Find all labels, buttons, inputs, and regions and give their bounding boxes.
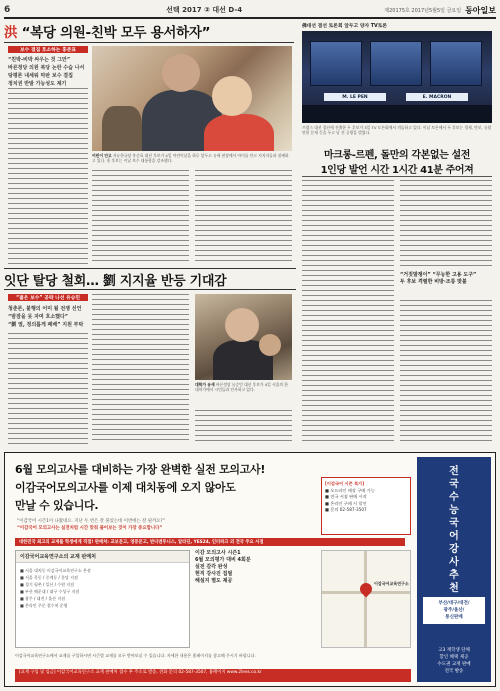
story1-headline-main: “복당 의원-친박 모두 용서하자” (21, 25, 211, 41)
caption-bold: 대학가 유세 (195, 382, 215, 387)
list-item: ■ 온라인 주문 접수처 운영 (20, 603, 68, 608)
advertisement (4, 452, 496, 687)
ad-promo-line: ■ 전국 서점 판매 시작 (325, 494, 367, 499)
ad-quote: “이감국어 시즌1이 나왔네요. 지난 두 번은 잘 풀었는데 이번에는 잘 될까요?” (17, 519, 166, 524)
ad-promo-line: ■ 오프라인 매장 구매 가능 (325, 487, 375, 493)
story1-body-col2 (92, 170, 189, 264)
side-char: 전 (449, 466, 459, 477)
caption-text: 바른정당 유승민 대선 후보가 4일 서울의 한 대학가에서 시민들과 인사하고 있다. (195, 382, 288, 392)
deck-line: “친박-비박 싸우는 것 그만” (8, 57, 71, 63)
side-char: 국 (449, 479, 459, 490)
story3-body-col3 (195, 410, 292, 444)
ad-location-map (321, 550, 411, 648)
candidate-name-tag: M. LE PEN (324, 93, 386, 101)
story1-kicker: 보수 결집 호소하는 홍준표 (8, 46, 88, 53)
story2-photo (302, 31, 492, 123)
story1-body-col1 (8, 88, 88, 264)
story2-photo-caption: 프랑스 대선 결선에 진출한 두 후보가 3일 TV 토론회에서 격돌하고 있다. 이날 토론에서 두 후보는 경제, 안보, 유럽연합 문제 등을 두고 날 선 공방을 벌였다. (302, 125, 492, 135)
section-title: 선택 2017 ② 대선 D-4 (166, 6, 243, 14)
map-pin-icon (358, 581, 375, 598)
story3-rule (4, 289, 296, 290)
ad-footer-note: 이감국어교육연구소에서 교재를 구입하시면 시즌별 교재를 모두 받아보실 수 있습니다. 자세한 내용은 홈페이지를 참고해 주시기 바랍니다. (15, 653, 256, 658)
deck-line: 바른정당 의원 복당 논란 수습 나서 (8, 65, 85, 71)
story2-rule (302, 176, 492, 177)
ad-promo-line: ■ 온라인 구매 시 할인 (325, 500, 367, 506)
story3-deck (8, 305, 88, 329)
ad-product-line: 해설지 별도 제공 (195, 578, 233, 584)
side-char: 능 (449, 505, 459, 516)
list-item: ■ 경기 평촌 / 일산 / 수원 지점 (20, 582, 75, 587)
publication-logo: 동아일보 (465, 4, 496, 15)
story3-rule-top (4, 268, 296, 269)
story3-body-col1 (8, 333, 88, 444)
story1-headline (4, 21, 294, 41)
ad-promo-title: [이감국어 시즌 특가] (325, 481, 365, 486)
deck-line: 탕평론 내세워 막판 보수 결집 (8, 73, 73, 79)
side-info-line: 수도권 교재 판매 (437, 662, 471, 667)
ad-quotes (17, 518, 287, 532)
ad-store-list (15, 550, 190, 648)
story2-label: 佛대선 결선 토론회 앞두고 양자 TV토론 (302, 22, 492, 32)
side-char: 강 (449, 544, 459, 555)
ad-strip: 대한민국 최고의 교재를 학생에게 직접! 판매처: 교보문고, 영풍문고, 반디앤루니스, 알라딘, YES24, 인터파크 외 전국 주요 서점 (15, 538, 405, 546)
story1-rule (4, 42, 294, 43)
ad-product-line: 실전 감각 완성 (195, 564, 228, 570)
ad-quote: “이감국어 모의고사는 실전처럼 시간 맞춰 풀어보는 것이 가장 중요합니다” (17, 526, 163, 531)
ad-product-line: 현직 강사진 집필 (195, 571, 233, 577)
ad-headline-1: 6월 모의고사를 대비하는 가장 완벽한 실전 모의고사! (15, 463, 266, 476)
story2-body-col2 (400, 180, 492, 268)
story1-photo-caption (92, 153, 292, 163)
ad-store-list-title: 이감국어교육연구소의 교재 판매처 (16, 551, 189, 563)
story3-photo-caption (195, 382, 292, 392)
subhead-line: “거짓말쟁이” “무능한 고용 도구” (400, 272, 477, 278)
story3-kicker: “젊은 보수” 공략 나선 유승민 (8, 294, 88, 301)
side-info-line: 광주/울산/ (443, 608, 465, 613)
story1-deck (8, 56, 88, 88)
ad-side-title (417, 465, 491, 595)
ad-footer-contact: [교재 구입 및 입금] 이감국어교육연구소 교재 판매처 접수 후 주소로 발송, 전화 문의 02-587-3507, 홈페이지 www.2lees.co.kr (15, 669, 411, 682)
side-char: 국 (449, 518, 459, 529)
ad-headline-2: 이감국어모의고사를 이제 대치동에 오지 않아도 (15, 481, 236, 494)
list-item: ■ 서울 대치동 이감국어교육연구소 본점 (20, 568, 91, 573)
list-item: ■ 광주 / 대전 / 울산 지점 (20, 596, 66, 601)
story3-body-col2 (92, 294, 189, 444)
story1-photo (92, 46, 292, 151)
story2-body-col1 (302, 180, 394, 444)
side-info-line: 전국 발송 (444, 669, 464, 674)
side-char: 어 (449, 531, 459, 542)
page-header (4, 4, 496, 16)
candidate-name-tag: E. MACRON (406, 93, 468, 101)
ad-side-banner (417, 457, 491, 682)
ad-product-info (195, 550, 315, 648)
ad-side-info (423, 597, 485, 624)
story2-headline: 마크롱-르펜, 돌만의 각본없는 설전 (323, 150, 471, 161)
deck-line: “劉 열, 정의롭게 패배” 지원 부탁 (8, 322, 84, 328)
side-info-line: 할인 혜택 제공 (439, 655, 469, 660)
side-char: 사 (449, 557, 459, 568)
caption-bold: 어린이 안고 (92, 153, 112, 158)
ad-product-line: 6월 모의평가 대비 4회분 (195, 557, 251, 563)
deck-line: 정치권 반발 가능성도 제기 (8, 81, 67, 87)
list-item: ■ 서울 목동 / 중계동 / 분당 지점 (20, 575, 78, 580)
ad-headline-3: 만날 수 있습니다. (15, 499, 99, 512)
story2-headline-2: 1인당 발언 시간 1시간 41분 주어져 (320, 165, 474, 176)
story1-body-col3 (195, 170, 292, 264)
map-label: 이감국어교육연구소 (374, 581, 409, 586)
side-info-line: 부산/대구/대전/ (438, 601, 470, 606)
story1-headline-accent: 洪 (4, 25, 18, 41)
page-number: 6 (4, 5, 11, 15)
side-char: 추 (449, 570, 459, 581)
deck-line: 청춘론, 불행의 어미 될 전쟁 선언 (8, 306, 82, 312)
deck-line: “밤잠을 못 자며 호소했다” (8, 314, 69, 320)
side-info-line: 고3 재학생 단체 (438, 648, 470, 653)
story3-headline: 잇단 탈당 철회… 劉 지지율 반등 기대감 (4, 274, 227, 289)
story3-photo (195, 294, 292, 380)
ad-promo-box (321, 477, 411, 535)
list-item: ■ 부산 해운대 / 대구 수성구 지점 (20, 589, 80, 594)
side-char: 수 (449, 492, 459, 503)
story2-body-col3 (400, 300, 492, 444)
ad-promo-line: ■ 문의 02-587-3507 (325, 507, 367, 512)
side-info-line: 통신판매 (445, 615, 463, 620)
caption-text: 자유한국당 홍준표 대선 후보가 4일 어린이날을 하루 앞두고 유세 현장에서 아이를 안고 지지자들과 함께하고 있다. 홍 후보는 이날 보수 대통합을 강조했다. (92, 153, 289, 163)
issue-info: 제20175호 2017년5월5일 금요일 (384, 7, 462, 14)
side-char: 천 (449, 583, 459, 594)
ad-side-info-2 (423, 647, 485, 675)
ad-product-line: 이감 모의고사 시즌1 (195, 550, 241, 556)
header-rule (4, 17, 496, 19)
story2-subhead (400, 272, 492, 286)
subhead-line: 두 후보 격렬한 비방·조롱 맞불 (400, 279, 467, 285)
